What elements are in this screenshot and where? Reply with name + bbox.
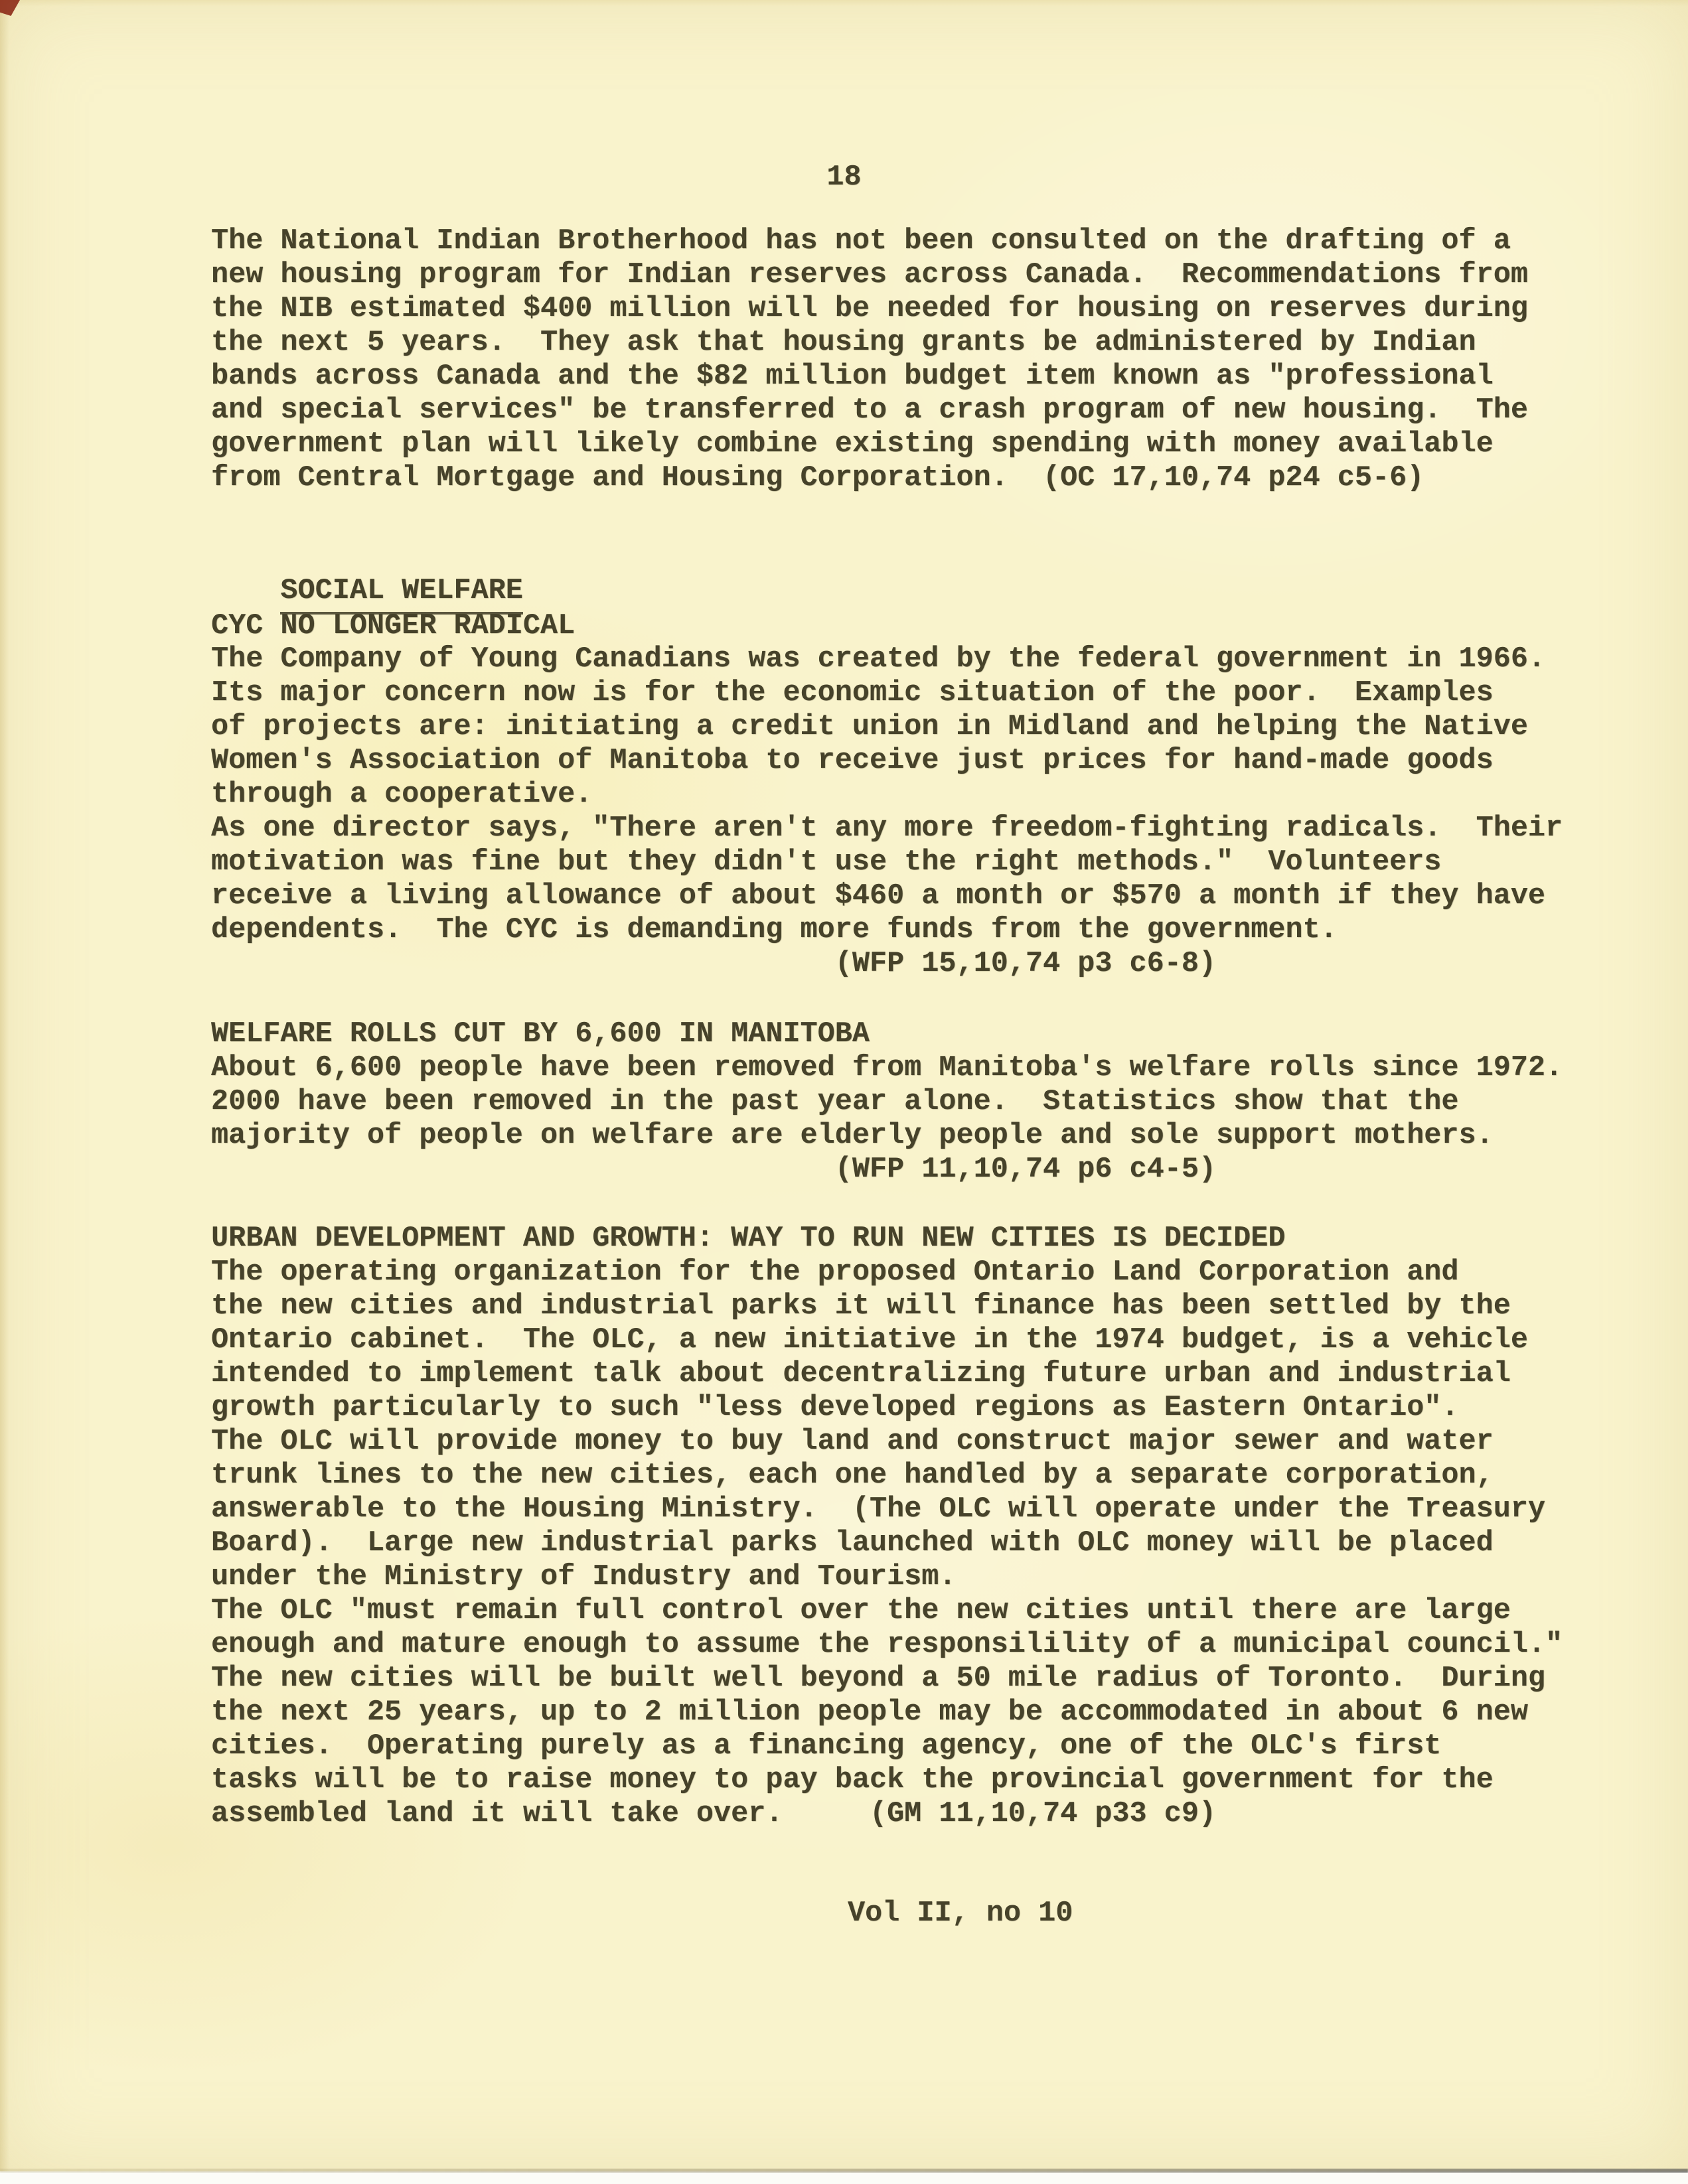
paragraph-national-indian-brotherhood	[211, 224, 1528, 495]
text-line: Women's Association of Manitoba to receive just prices for hand-made goods	[211, 745, 1494, 777]
text-line: The OLC "must remain full control over the new cities until there are large	[211, 1595, 1511, 1627]
text-line: Board). Large new industrial parks launched with OLC money will be placed	[211, 1527, 1494, 1560]
scanner-background-strip	[0, 2173, 1688, 2184]
text-line: (WFP 11,10,74 p6 c4-5)	[211, 1153, 1217, 1186]
text-line: The National Indian Brotherhood has not been consulted on the drafting of a	[211, 225, 1511, 257]
text-line: bands across Canada and the $82 million budget item known as "professional	[211, 360, 1494, 393]
article-heading-welfare-rolls: WELFARE ROLLS CUT BY 6,600 IN MANITOBA	[211, 1018, 870, 1051]
text-line: dependents. The CYC is demanding more funds from the government.	[211, 914, 1338, 946]
text-line: cities. Operating purely as a financing agency, one of the OLC's first	[211, 1730, 1442, 1763]
text-line: The operating organization for the proposed Ontario Land Corporation and	[211, 1256, 1459, 1289]
volume-footer: Vol II, no 10	[848, 1897, 1073, 1930]
text-line: through a cooperative.	[211, 778, 593, 811]
text-line: the next 25 years, up to 2 million people may be accommodated in about 6 new	[211, 1696, 1528, 1729]
text-line: The OLC will provide money to buy land and construct major sewer and water	[211, 1425, 1494, 1458]
text-line: government plan will likely combine existing spending with money available	[211, 428, 1494, 461]
article-heading-cyc-no-longer-radical: CYC NO LONGER RADICAL	[211, 610, 575, 642]
text-line: and special services" be transferred to a crash program of new housing. The	[211, 394, 1528, 427]
article-heading-urban-development: URBAN DEVELOPMENT AND GROWTH: WAY TO RUN NEW CITIES IS DECIDED	[211, 1222, 1286, 1255]
section-heading-social-welfare-text: SOCIAL WELFARE	[280, 574, 522, 615]
text-line: under the Ministry of Industry and Tourism.	[211, 1561, 957, 1593]
text-line: from Central Mortgage and Housing Corporation. (OC 17,10,74 p24 c5-6)	[211, 462, 1424, 494]
text-line: of projects are: initiating a credit union in Midland and helping the Native	[211, 711, 1528, 743]
text-line: Its major concern now is for the economic situation of the poor. Examples	[211, 677, 1494, 709]
text-line: growth particularly to such "less developed regions as Eastern Ontario".	[211, 1392, 1459, 1424]
text-line: About 6,600 people have been removed from Manitoba's welfare rolls since 1972.	[211, 1052, 1563, 1084]
page-number: 18	[826, 161, 862, 194]
text-line: receive a living allowance of about $460 a month or $570 a month if they have	[211, 880, 1546, 912]
text-line: The new cities will be built well beyond a 50 mile radius of Toronto. During	[211, 1662, 1546, 1695]
text-line: answerable to the Housing Ministry. (The OLC will operate under the Treasury	[211, 1493, 1546, 1526]
text-line: majority of people on welfare are elderly people and sole support mothers.	[211, 1120, 1494, 1152]
text-line: assembled land it will take over. (GM 11,10,74 p33 c9)	[211, 1798, 1217, 1830]
paragraph-welfare-rolls	[211, 1051, 1563, 1187]
text-line: motivation was fine but they didn't use the right methods." Volunteers	[211, 846, 1442, 879]
text-line: the new cities and industrial parks it will finance has been settled by the	[211, 1290, 1511, 1323]
paragraph-urban-development	[211, 1256, 1563, 1831]
text-line: the next 5 years. They ask that housing grants be administered by Indian	[211, 327, 1476, 359]
text-line: (WFP 15,10,74 p3 c6-8)	[211, 948, 1217, 980]
text-line: trunk lines to the new cities, each one handled by a separate corporation,	[211, 1459, 1494, 1492]
text-line: the NIB estimated $400 million will be needed for housing on reserves during	[211, 293, 1528, 325]
text-line: tasks will be to raise money to pay back the provincial government for the	[211, 1764, 1494, 1796]
text-line: intended to implement talk about decentralizing future urban and industrial	[211, 1358, 1511, 1390]
text-line: Ontario cabinet. The OLC, a new initiative in the 1974 budget, is a vehicle	[211, 1324, 1528, 1356]
text-line: 2000 have been removed in the past year alone. Statistics show that the	[211, 1086, 1459, 1118]
paragraph-cyc	[211, 642, 1563, 981]
text-line: As one director says, "There aren't any more freedom-fighting radicals. Their	[211, 812, 1563, 845]
text-line: The Company of Young Canadians was created by the federal government in 1966.	[211, 643, 1546, 676]
text-line: new housing program for Indian reserves across Canada. Recommendations from	[211, 259, 1528, 291]
text-line: enough and mature enough to assume the responsilility of a municipal council."	[211, 1629, 1563, 1661]
